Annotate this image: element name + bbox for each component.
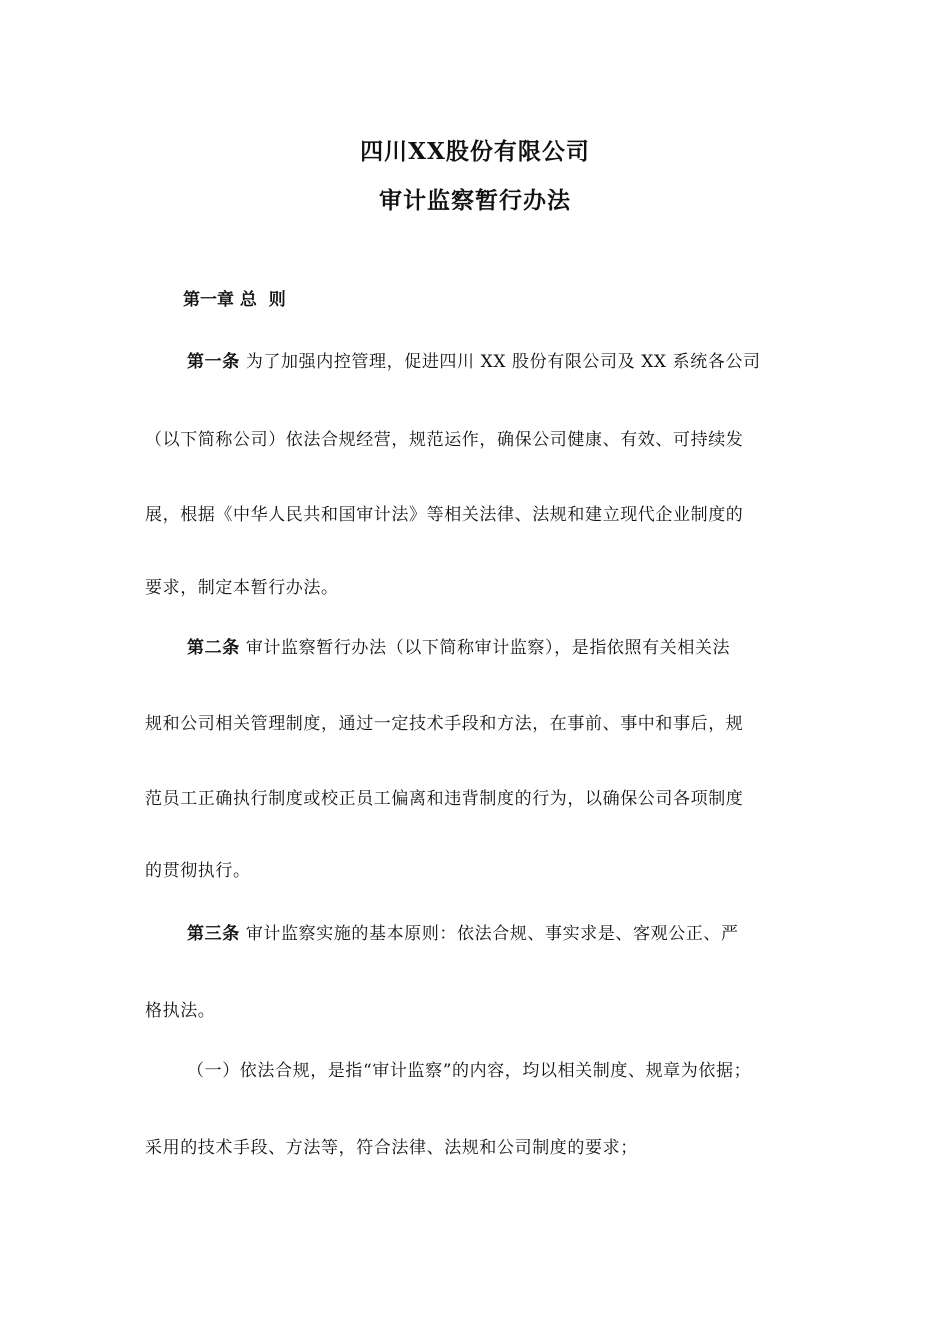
article-1-lead: 第一条: [187, 352, 240, 372]
clause-1-line-2: 采用的技术手段、方法等，符合法律、法规和公司制度的要求；: [145, 1138, 638, 1158]
article-3-lead: 第三条: [187, 924, 240, 944]
article-2-line-1: [187, 634, 852, 662]
article-2-text-1: 审计监察暂行办法（以下简称审计监察），是指依照有关相关法: [239, 638, 731, 658]
document-title-line-1: 四川XX股份有限公司: [360, 138, 590, 165]
article-1-line-3: 展，根据《中华人民共和国审计法》等相关法律、法规和建立现代企业制度的: [145, 505, 744, 525]
document-title-line-2: 审计监察暂行办法: [379, 187, 571, 214]
article-1-line-1: [187, 348, 852, 376]
article-1-line-2: （以下简称公司）依法合规经营，规范运作，确保公司健康、有效、可持续发: [145, 430, 744, 450]
article-2-line-2: 规和公司相关管理制度，通过一定技术手段和方法，在事前、事中和事后，规: [145, 714, 744, 734]
article-2-lead: 第二条: [187, 638, 240, 658]
chapter-heading: 第一章 总 则: [183, 290, 286, 310]
article-2-line-3: 范员工正确执行制度或校正员工偏离和违背制度的行为，以确保公司各项制度: [145, 789, 744, 809]
article-3-line-2: 格执法。: [145, 1001, 216, 1021]
article-1-text-1: 为了加强内控管理，促进四川 XX 股份有限公司及 XX 系统各公司: [239, 352, 761, 372]
article-3-text-1: 审计监察实施的基本原则：依法合规、事实求是、客观公正、严: [239, 924, 739, 944]
article-3-line-1: [187, 920, 852, 948]
article-1-line-4: 要求，制定本暂行办法。: [145, 578, 339, 598]
clause-1-line-1: （一）依法合规，是指“审计监察”的内容，均以相关制度、规章为依据；: [187, 1061, 752, 1081]
article-2-line-4: 的贯彻执行。: [145, 861, 251, 881]
